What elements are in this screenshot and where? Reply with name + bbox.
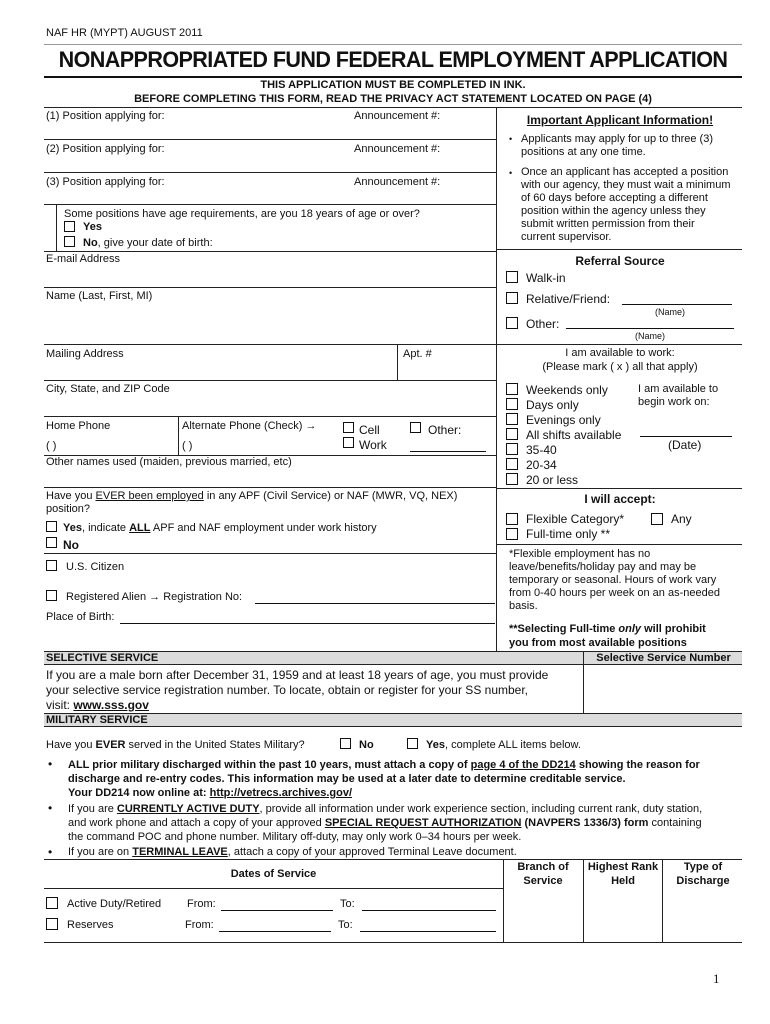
age-yes-label: Yes [83,221,102,233]
ss-number-header: Selective Service Number [596,652,731,664]
bullet-icon: • [509,168,513,178]
row-rule [44,204,496,205]
position-1-label: (1) Position applying for: [46,110,165,122]
active-to-label: To: [340,898,355,910]
active-to-line[interactable] [362,910,496,911]
days-checkbox[interactable] [506,398,518,410]
military-yes-label: Yes, complete ALL items below. [426,739,581,751]
bullet-icon: • [48,757,53,771]
row-rule [44,380,496,381]
option-weekends: Weekends only [526,383,608,397]
prior-yes-label: Yes, indicate ALL APF and NAF employment under work history [63,522,377,534]
selective-service-header: SELECTIVE SERVICE [46,652,159,664]
military-bullet-2-line3: the command POC and phone number. Military off-duty, may only work 0–34 hours per week. [68,831,522,843]
relative-checkbox[interactable] [506,292,518,304]
col-branch: Branch of Service [517,861,569,887]
hours-35-40-checkbox[interactable] [506,443,518,455]
age-question: Some positions have age requirements, are you 18 years of age or over? [64,208,420,220]
table-bottom-rule [44,942,742,943]
row-rule [496,344,742,345]
row-rule [44,139,496,140]
option-20-or-less: 20 or less [526,473,579,487]
begin-work-label: I am available to begin work on: [638,383,719,408]
military-yes-checkbox[interactable] [407,738,418,749]
work-checkbox[interactable] [343,437,354,448]
important-bullet-2: Once an applicant has accepted a position with our agency, they must wait a minimum of 60 days before accepting a different position within the agency unless they submit written permission from their current supervisor. [521,166,731,243]
prior-no-label: No [63,538,79,552]
apt-divider [397,344,398,380]
row-rule [496,488,742,489]
row-rule [496,544,742,545]
other-phone-label: Other: [428,423,462,437]
alternate-phone-label: Alternate Phone (Check) → [182,420,317,432]
table-header-rule [44,888,503,889]
hours-20-34-checkbox[interactable] [506,458,518,470]
important-bullet-1: Applicants may apply for up to three (3) positions at any one time. [521,133,713,158]
row-rule [44,287,496,288]
ss-text-2: your selective service registration number. To locate, obtain or register for your SS number, [46,683,529,697]
reserves-checkbox[interactable] [46,918,58,930]
alternate-phone-paren: ( ) [182,440,193,452]
form-id: NAF HR (MYPT) AUGUST 2011 [46,27,203,39]
begin-date-caption: (Date) [668,438,702,452]
column-divider [496,107,497,651]
position-3-label: (3) Position applying for: [46,176,165,188]
option-all-shifts: All shifts available [526,428,622,442]
relative-label: Relative/Friend: [526,292,611,306]
position-2-label: (2) Position applying for: [46,143,165,155]
dd214-link[interactable]: http://vetrecs.archives.gov/ [209,787,353,799]
row-rule [44,344,496,345]
military-no-label: No [359,739,374,751]
us-citizen-checkbox[interactable] [46,560,57,571]
prior-employment-question: Have you EVER been employed in any APF (Civil Service) or NAF (MWR, VQ, NEX) [46,490,458,502]
title-rule [44,76,742,78]
option-evenings: Evenings only [526,413,601,427]
registered-alien-label: Registered Alien → Registration No: [66,591,243,603]
any-checkbox[interactable] [651,513,663,525]
other-referral-checkbox[interactable] [506,317,518,329]
home-phone-label: Home Phone [46,420,111,432]
walkin-checkbox[interactable] [506,271,518,283]
row-rule [44,251,496,252]
prior-no-checkbox[interactable] [46,537,57,548]
military-service-bar [44,713,742,727]
option-days: Days only [526,398,579,412]
relative-name-caption: (Name) [655,307,686,317]
age-no-checkbox[interactable] [64,236,75,247]
reserves-from-label: From: [185,919,214,931]
flexible-checkbox[interactable] [506,513,518,525]
active-duty-checkbox[interactable] [46,897,58,909]
availability-subtitle: (Please mark ( x ) all that apply) [542,361,698,373]
availability-title: I am available to work: [565,347,675,359]
military-bullet-1-line3: Your DD214 now online at: http://vetrecs.archives.gov/ [68,787,353,799]
age-no-label: No, give your date of birth: [83,237,213,249]
col-dates-of-service: Dates of Service [230,868,317,880]
row-rule [496,249,742,250]
sss-link[interactable]: www.sss.gov [73,698,149,712]
work-label: Work [359,438,387,452]
reserves-from-line[interactable] [219,931,331,932]
military-bullet-2-line2: and work phone and attach a copy of your approved SPECIAL REQUEST AUTHORIZATION (NAVPERS 1336/3) form containing [68,817,702,829]
ink-instruction: THIS APPLICATION MUST BE COMPLETED IN INK. [260,79,526,91]
military-bullet-2: If you are CURRENTLY ACTIVE DUTY, provide all information under work experience section, including current rank, duty station, [68,803,703,815]
cell-checkbox[interactable] [343,422,354,433]
other-name-caption: (Name) [635,331,666,341]
military-bullet-1: ALL prior military discharged within the past 10 years, must attach a copy of page 4 of the DD214 showing the reason for [68,759,700,771]
evenings-checkbox[interactable] [506,413,518,425]
reserves-to-label: To: [338,919,353,931]
col-discharge: Type of Discharge [676,861,730,887]
relative-name-line[interactable] [622,304,732,305]
active-from-line[interactable] [221,910,333,911]
place-of-birth-label: Place of Birth: [46,611,115,623]
military-no-checkbox[interactable] [340,738,351,749]
announcement-2-label: Announcement #: [354,143,441,155]
flexible-label: Flexible Category* [526,512,625,526]
phone-divider [178,416,179,455]
fulltime-checkbox[interactable] [506,528,518,540]
military-bullet-3: If you are on TERMINAL LEAVE, attach a copy of your approved Terminal Leave document. [68,846,517,858]
option-20-34: 20-34 [526,458,557,472]
prior-yes-checkbox[interactable] [46,521,57,532]
header-bottom-rule [44,107,742,108]
page-title: NONAPPROPRIATED FUND FEDERAL EMPLOYMENT APPLICATION [58,47,728,72]
cell-label: Cell [359,423,380,437]
row-rule [44,172,496,173]
reserves-to-line[interactable] [360,931,496,932]
other-names-label: Other names used (maiden, previous married, etc) [46,456,292,468]
bullet-icon: • [48,801,53,815]
military-service-header: MILITARY SERVICE [46,714,148,726]
privacy-instruction: BEFORE COMPLETING THIS FORM, READ THE PRIVACY ACT STATEMENT LOCATED ON PAGE (4) [134,93,652,105]
place-of-birth-line[interactable] [120,623,495,624]
apt-label: Apt. # [403,348,432,360]
active-duty-label: Active Duty/Retired [67,898,162,910]
table-divider [583,859,584,942]
email-label: E-mail Address [46,253,120,265]
table-divider [503,859,504,942]
table-divider [662,859,663,942]
ss-divider [583,651,584,713]
flexible-note: *Flexible employment has no leave/benefits/holiday pay and may be temporary or seasonal. Hours of work vary from 0-40 hours per week on an as-needed basis. [509,548,720,612]
fulltime-note: **Selecting Full-time only will prohibit you from most available positions [509,623,706,649]
accept-title: I will accept: [584,492,656,506]
begin-date-line[interactable] [640,436,732,437]
age-yes-checkbox[interactable] [64,221,75,232]
city-state-zip-label: City, State, and ZIP Code [46,383,170,395]
registration-number-line[interactable] [255,603,495,604]
important-info-title: Important Applicant Information! [526,113,714,127]
col-rank: Highest Rank Held [587,861,659,887]
announcement-3-label: Announcement #: [354,176,441,188]
age-bracket [56,204,57,252]
weekends-checkbox[interactable] [506,383,518,395]
hours-20-less-checkbox[interactable] [506,473,518,485]
fulltime-label: Full-time only ** [526,527,611,541]
row-rule [44,487,496,488]
military-question: Have you EVER served in the United States Military? [46,739,305,751]
row-rule [44,553,496,554]
option-35-40: 35-40 [526,443,557,457]
prior-employment-question-2: position? [46,503,91,515]
active-from-label: From: [187,898,216,910]
walkin-label: Walk-in [526,271,566,285]
mailing-address-label: Mailing Address [46,348,124,360]
registered-alien-checkbox[interactable] [46,590,57,601]
other-phone-checkbox[interactable] [410,422,421,433]
ss-text-1: If you are a male born after December 31, 1959 and at least 18 years of age, you must provide [46,668,549,682]
bullet-icon: • [48,845,53,859]
header-divider [44,44,742,45]
other-referral-line[interactable] [566,328,734,329]
row-rule [44,416,496,417]
other-referral-label: Other: [526,317,560,331]
referral-title: Referral Source [575,254,665,268]
all-shifts-checkbox[interactable] [506,428,518,440]
bullet-icon: • [509,134,513,144]
other-phone-line[interactable] [410,451,486,452]
name-label: Name (Last, First, MI) [46,290,153,302]
page-number: 1 [713,971,720,986]
ss-visit: visit: www.sss.gov [46,698,149,712]
home-phone-paren: ( ) [46,440,57,452]
reserves-label: Reserves [67,919,114,931]
us-citizen-label: U.S. Citizen [66,561,125,573]
any-label: Any [671,512,692,526]
military-bullet-1-line2: discharge and re-entry codes. This information may be used at a later date to determine creditable service. [68,773,626,785]
announcement-1-label: Announcement #: [354,110,441,122]
